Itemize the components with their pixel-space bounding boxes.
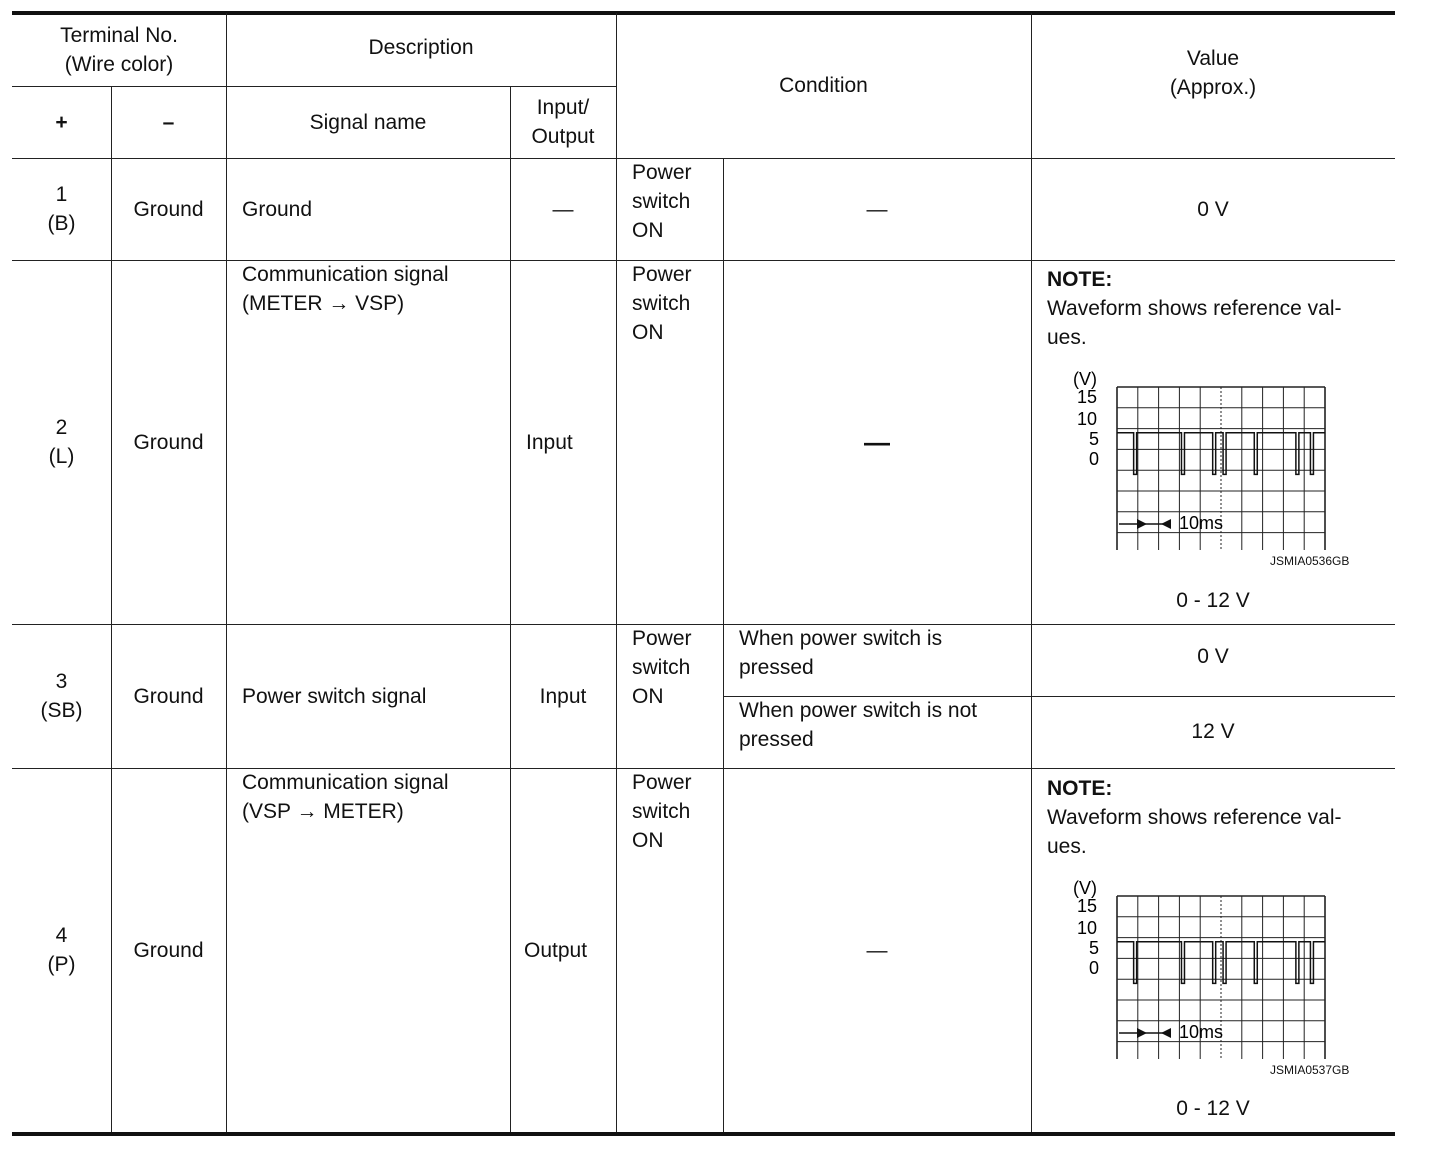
row3-value-pressed: 0 V (1197, 644, 1229, 668)
row3-cond-line3: ON (632, 685, 664, 708)
row2-signal-line1: Communication signal (242, 263, 449, 286)
row3-signal-name: Power switch signal (242, 684, 427, 708)
row2-figure-id: JSMIA0536GB (1270, 554, 1350, 568)
row2-note-line1: Waveform shows reference val- (1047, 297, 1342, 320)
terminal-table (12, 13, 1395, 1136)
row4-terminal (12, 768, 111, 1132)
row4-waveform-graph (1067, 874, 1327, 1059)
row4-cond-line1: Power (632, 771, 692, 794)
row4-note-line1: Waveform shows reference val- (1047, 806, 1342, 829)
row2-terminal (12, 260, 111, 624)
row2-note-line2: ues. (1047, 326, 1087, 349)
row2-io: Input (526, 430, 573, 454)
row2-signal-name (226, 260, 510, 624)
row3-cond-line2: switch (632, 656, 691, 679)
header-signal-name: Signal name (309, 110, 427, 134)
row2-cond-line1: Power (632, 263, 692, 286)
row3-terminal-number: 3 (55, 670, 68, 693)
header-terminal-no (12, 13, 226, 86)
row3-value-not-pressed: 12 V (1191, 719, 1235, 743)
row4-waveform (1067, 874, 1327, 1064)
row2-wave-tick-0: 0 (1089, 449, 1100, 469)
row3-subcond-not-pressed (723, 696, 1031, 768)
header-input-output (510, 86, 616, 158)
row4-value: 0 - 12 V (1176, 1096, 1250, 1120)
row3-subcond1-line1: When power switch is (739, 627, 943, 650)
header-minus: – (162, 110, 175, 134)
row2-cond-line2: switch (632, 292, 691, 315)
row3-subcond1-line2: pressed (739, 656, 814, 679)
header-value (1031, 13, 1395, 158)
row4-condition-sub: — (866, 938, 888, 962)
row1-minus: Ground (133, 197, 204, 221)
row2-signal-line2: (METER → VSP) (242, 292, 405, 315)
row1-signal-name: Ground (242, 197, 313, 221)
row1-condition-sub: — (866, 197, 888, 221)
row4-wave-tick-10: 10 (1077, 918, 1098, 938)
row4-cond-line3: ON (632, 829, 664, 852)
row2-condition-main (616, 260, 723, 624)
row3-subcond2-line1: When power switch is not (739, 699, 978, 722)
row3-minus: Ground (133, 684, 204, 708)
row1-value: 0 V (1197, 197, 1229, 221)
row3-wire-color: (SB) (40, 699, 83, 722)
header-value-line2: (Approx.) (1169, 75, 1257, 99)
row1-io: — (552, 197, 574, 221)
row3-terminal (12, 624, 111, 768)
row4-terminal-number: 4 (55, 924, 68, 947)
row4-wave-unit: (V) (1073, 878, 1097, 898)
row1-cond-line3: ON (632, 219, 664, 242)
row4-note (1047, 774, 1387, 861)
row3-subcond2-line2: pressed (739, 728, 814, 751)
row1-condition-main (616, 158, 723, 260)
header-plus: + (55, 110, 68, 134)
row4-signal-line1: Communication signal (242, 771, 449, 794)
row3-io: Input (539, 684, 587, 708)
row2-waveform (1067, 365, 1327, 555)
row3-subcond-pressed (723, 624, 1031, 696)
row2-condition-sub: — (864, 426, 890, 457)
row2-minus: Ground (133, 430, 204, 454)
row4-wave-tick-15: 15 (1077, 896, 1098, 916)
row2-value: 0 - 12 V (1176, 588, 1250, 612)
row2-wave-tick-15: 15 (1077, 387, 1098, 407)
row1-cond-line2: switch (632, 190, 691, 213)
header-io-line2: Output (531, 125, 595, 148)
row2-note-title: NOTE: (1047, 268, 1113, 291)
row4-signal-name (226, 768, 510, 1132)
row2-wave-time-div: 10ms (1179, 513, 1224, 533)
row1-wire-color: (B) (47, 212, 76, 235)
row4-wire-color: (P) (47, 953, 76, 976)
row1-cond-line1: Power (632, 161, 692, 184)
row4-wave-time-arrow (1119, 1028, 1171, 1038)
row2-wave-time-arrow (1119, 519, 1171, 529)
row4-condition-main (616, 768, 723, 1132)
header-value-line1: Value (1186, 46, 1240, 70)
row2-wave-tick-10: 10 (1077, 409, 1098, 429)
row2-cond-line3: ON (632, 321, 664, 344)
row2-wire-color: (L) (48, 445, 75, 468)
row1-terminal (12, 158, 111, 260)
row4-minus: Ground (133, 938, 204, 962)
row4-wave-tick-0: 0 (1089, 958, 1100, 978)
row4-signal-line2: (VSP → METER) (242, 800, 404, 823)
row2-wave-tick-5: 5 (1089, 429, 1100, 449)
row4-wave-time-div: 10ms (1179, 1022, 1224, 1042)
header-terminal-label: Terminal No. (60, 23, 178, 47)
row4-io: Output (524, 938, 588, 962)
row2-waveform-graph (1067, 365, 1327, 550)
header-wire-color-label: (Wire color) (64, 52, 174, 76)
row4-wave-tick-5: 5 (1089, 938, 1100, 958)
row2-terminal-number: 2 (55, 416, 68, 439)
header-io-line1: Input/ (536, 96, 590, 119)
row4-cond-line2: switch (632, 800, 691, 823)
header-description: Description (368, 35, 474, 59)
row1-terminal-number: 1 (55, 183, 68, 206)
header-condition: Condition (779, 74, 868, 97)
row3-cond-line1: Power (632, 627, 692, 650)
row4-figure-id: JSMIA0537GB (1270, 1063, 1350, 1077)
row4-note-title: NOTE: (1047, 777, 1113, 800)
row4-note-line2: ues. (1047, 835, 1087, 858)
row3-condition-main (616, 624, 723, 768)
row2-wave-unit: (V) (1073, 369, 1097, 389)
table-bottom-border (12, 1132, 1395, 1136)
row2-note (1047, 265, 1387, 352)
